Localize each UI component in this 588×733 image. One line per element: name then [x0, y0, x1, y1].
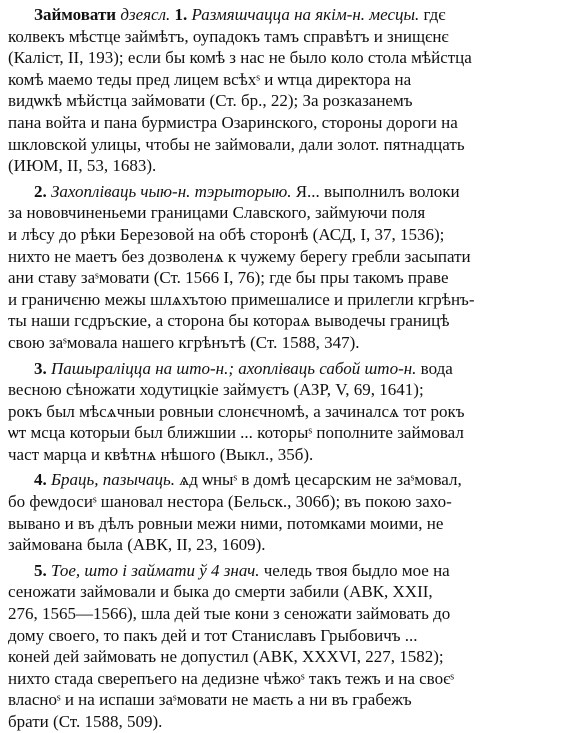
quote-line: брати (Ст. 1588, 509).	[8, 712, 163, 731]
dictionary-entry	[8, 4, 582, 177]
quote-line: нихто стада сверепъего на дедизне чѣжоˢ такъ тежъ и на своєˢ	[8, 668, 455, 688]
entry-line	[8, 4, 582, 26]
quote-line: власноˢ и на испаши заˢмовати не маєть а ни въ грабежъ	[8, 690, 412, 710]
quote-line: за нововчиненьеми границами Славского, займуючи поля	[8, 203, 426, 223]
sense-number: 2.	[34, 181, 47, 201]
sense-gloss: Размяшчацца на якім-н. месцы.	[191, 5, 420, 24]
sense-block	[8, 560, 582, 733]
quote-line: коней дей займовать не допустил (АВК, XXXVI, 227, 1582);	[8, 647, 444, 667]
quote-line: и граничєню межы шлѧхътою примешалисе и прилегли кгрѣнъ-	[8, 289, 475, 309]
quote-line: шкловской улицы, чтобы не займовали, дали золот. пятнадцать	[8, 134, 465, 154]
quote-line: ты наши гсдръские, а сторона бы котораѧ выводечы границѣ	[8, 311, 450, 331]
quote-line: 276, 1565—1566), шла дей тые кони з сеножати займовать до	[8, 604, 451, 624]
sense-number: 4.	[34, 470, 47, 490]
sense-gloss: Тое, што і займати ў 4 знач.	[51, 560, 260, 580]
quote-line: свою заˢмовала нашего кгрѣнътѣ (Ст. 1588, 347).	[8, 332, 360, 352]
quote-text: ѧд ѡныˢ в домѣ цесарским не заˢмовал,	[179, 470, 462, 490]
sense-number: 3.	[34, 358, 47, 378]
quote-line: рокъ был мѣсѧчныи ровныи слонєчномѣ, а зачиналсѧ тот рокъ	[8, 401, 465, 421]
quote-line: (Каліст, II, 193); если бы комѣ з нас не было коло стола мѣйстца	[8, 48, 472, 68]
quote-line: колвекъ мѣстце займѣтъ, оупадокъ тамъ справѣтъ и знищєнє	[8, 26, 449, 46]
quote-line: ѡт мсца которыи был ближшии ... которыˢ пополните займовал	[8, 423, 464, 443]
quote-line: сеножати займовали и быка до смерти забили (АВК, XXII,	[8, 582, 433, 602]
quote-line: вывано и въ дѣлъ ровныи межи ними, потомками моими, не	[8, 513, 444, 533]
sense-line	[8, 560, 582, 582]
quote-line: ани ставу заˢмовати (Ст. 1566 I, 76); где бы пры такомъ праве	[8, 268, 449, 288]
sense-block	[8, 358, 582, 466]
quote-text: челедь твоя быдло мое на	[263, 560, 450, 580]
quote-line: и лѣсу до рѣки Березовой на обѣ сторонѣ (АСД, I, 37, 1536);	[8, 224, 445, 244]
quote-text: вода	[420, 358, 453, 378]
quote-line: нихто не маетъ без дозволенѧ к чужему берегу гребли засыпати	[8, 246, 471, 266]
sense-line	[8, 181, 582, 203]
quote-line: займована была (АВК, II, 23, 1609).	[8, 535, 266, 555]
quote-line: бо феѡдосиˢ шановал нестора (Бельск., 306б); въ покою захо-	[8, 492, 452, 512]
quote-text: Я... выполнилъ волоки	[295, 181, 460, 201]
sense-line	[8, 358, 582, 380]
quote-line: част марца и квѣтнѧ нѣшого (Выкл., 35б).	[8, 444, 314, 464]
sense-block	[8, 469, 582, 555]
sense-gloss: Пашыраліцца на што-н.; ахопліваць сабой што-н.	[51, 358, 417, 378]
quote-line: комѣ маемо теды пред лицем всѣхˢ и ѡтца директора на	[8, 69, 412, 89]
sense-gloss: Захопліваць чыю-н. тэрыторыю.	[51, 181, 292, 201]
quote-line: (ИЮМ, II, 53, 1683).	[8, 156, 157, 176]
sense-number: 1.	[174, 5, 188, 24]
sense-block	[8, 181, 582, 354]
quote-line: пана войта и пана бурмистра Озаринского, стороны дороги на	[8, 112, 458, 132]
quote-line: весною сѣножати ходутицкіе займуєтъ (АЗР, V, 69, 1641);	[8, 380, 424, 400]
headword: Займовати	[34, 5, 117, 24]
sense-gloss: Браць, пазычаць.	[51, 470, 176, 490]
quote-text: гдє	[423, 5, 446, 24]
sense-number: 5.	[34, 560, 47, 580]
part-of-speech: дзеясл.	[120, 5, 171, 24]
quote-line: видѡкѣ мѣйстца займовати (Ст. бр., 22); За розказанемъ	[8, 91, 413, 111]
quote-line: дому своего, то пакъ дей и тот Станиславъ Грыбовичъ ...	[8, 625, 418, 645]
sense-line	[8, 469, 582, 491]
